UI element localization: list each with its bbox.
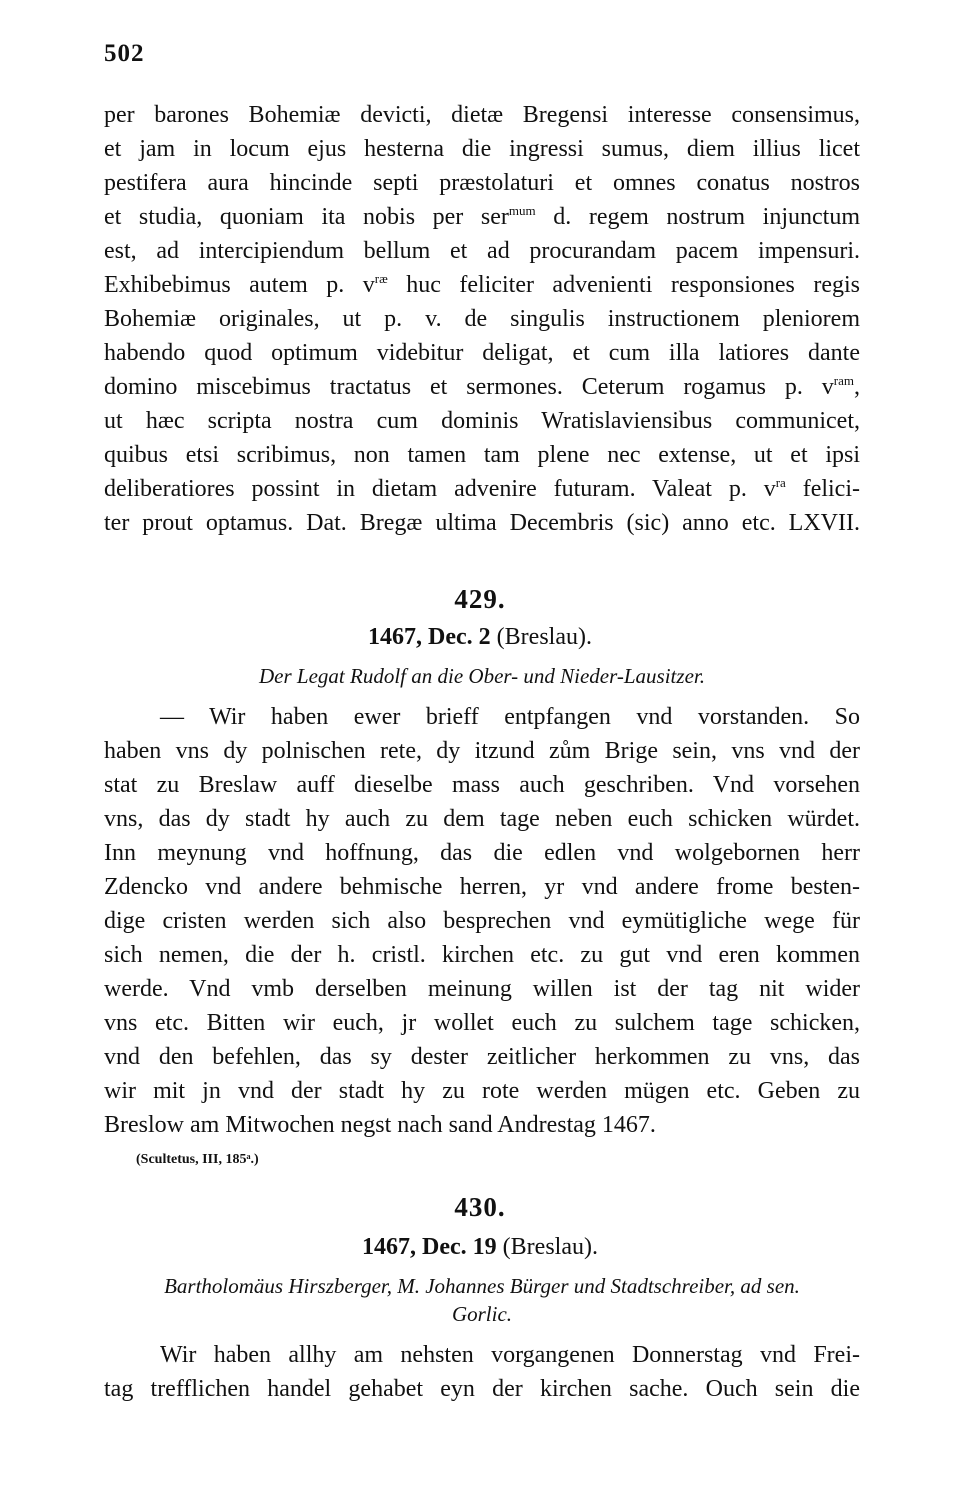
text-line: sich nemen, die der h. cristl. kirchen etc. zu gut vnd eren kommen [104,942,860,968]
text-line: ut hæc scripta nostra cum dominis Wratislaviensibus communicet, [104,408,860,434]
entry-heading-line: Bartholomäus Hirszberger, M. Johannes Bürger und Stadtschreiber, ad sen. [164,1274,800,1298]
text-line [104,200,860,234]
text-line: et jam in locum ejus hesterna die ingressi sumus, diem illius licet [104,136,860,162]
text-line: haben vns dy polnischen rete, dy itzund zům Brige sein, vns vnd der [104,738,860,764]
text-line: dige cristen werden sich also besprechen vnd eymütigliche wege für [104,908,860,934]
text-segment: — Wir haben ewer brieff entpfangen vnd vorstanden. So [160,704,860,730]
entry-date-430 [0,1234,960,1261]
text-line: pestifera aura hincinde septi præstolaturi et omnes conatus nostros [104,170,860,196]
text-line: Inn meynung vnd hoffnung, das die edlen vnd wolgebornen herr [104,840,860,866]
entry-body-429 [104,700,860,1142]
text-line: per barones Bohemiæ devicti, dietæ Bregensi interesse consensimus, [104,102,860,128]
text-line: habendo quod optimum videbitur deligat, et cum illa latiores dante [104,340,860,366]
text-line: quibus etsi scribimus, non tamen tam plene nec extense, ut et ipsi [104,442,860,468]
text-line [104,472,860,506]
entry-date-bold: 1467, Dec. 2 [368,624,491,650]
text-line: Bohemiæ originales, ut p. v. de singulis instructionem pleniorem [104,306,860,332]
page-number: 502 [104,40,145,67]
entry-number-430: 430. [454,1192,506,1222]
text-line [104,700,860,734]
abbreviation-superscript: ræ [374,271,388,286]
text-line: vns etc. Bitten wir euch, jr wollet euch zu sulchem tage schicken, [104,1010,860,1036]
entry-number-429: 429. [454,584,506,614]
text-line [104,268,860,302]
entry-heading-429: Der Legat Rudolf an die Ober- und Nieder-Lausitzer. [259,664,705,688]
entry-date-bold: 1467, Dec. 19 [362,1234,497,1260]
letter-continuation [104,98,860,540]
entry-heading-430 [104,1272,860,1328]
text-line: Breslow am Mitwochen negst nach sand Andrestag 1467. [104,1112,656,1138]
text-line: vns, das dy stadt hy auch zu dem tage neben euch schicken würdet. [104,806,860,832]
text-line [104,370,860,404]
entry-heading-line: Gorlic. [451,1302,513,1326]
text-line: ter prout optamus. Dat. Bregæ ultima Decembris (sic) anno etc. LXVII. [104,510,860,536]
text-line [104,1338,860,1372]
source-citation: (Scultetus, III, 185ᵃ.) [136,1152,259,1167]
text-segment: d. regem nostrum injunctum [535,204,860,230]
text-line: vnd den befehlen, das sy dester zeitlicher herkommen zu vns, das [104,1044,860,1070]
text-segment: deliberatiores possint in dietam advenire futuram. Valeat p. v [104,476,776,502]
text-segment: domino miscebimus tractatus et sermones. Ceterum rogamus p. v [104,374,834,400]
text-line: est, ad intercipiendum bellum et ad procurandam pacem impensuri. [104,238,860,264]
text-segment: felici- [785,476,860,502]
text-segment: , [854,374,860,400]
text-segment: Wir haben allhy am nehsten vorgangenen Donnerstag vnd Frei- [160,1342,860,1368]
text-segment: huc feliciter advenienti responsiones regis [387,272,860,298]
text-line: Zdencko vnd andere behmische herren, yr vnd andere frome besten- [104,874,860,900]
text-line: werde. Vnd vmb derselben meinung willen ist der tag nit wider [104,976,860,1002]
entry-date-place: (Breslau). [496,1234,598,1260]
text-line: wir mit jn vnd der stadt hy zu rote werden mügen etc. Geben zu [104,1078,860,1104]
abbreviation-superscript: mum [508,203,536,218]
abbreviation-superscript: ram [833,373,854,388]
entry-date-place: (Breslau). [490,624,592,650]
text-line: tag trefflichen handel gehabet eyn der kirchen sache. Ouch sein die [104,1376,860,1402]
text-segment: et studia, quoniam ita nobis per ser [104,204,509,230]
entry-body-430 [104,1338,860,1406]
text-line: stat zu Breslaw auff dieselbe mass auch geschriben. Vnd vorsehen [104,772,860,798]
text-segment: Exhibebimus autem p. v [104,272,375,298]
entry-date-429 [0,624,960,651]
abbreviation-superscript: ra [775,475,786,490]
